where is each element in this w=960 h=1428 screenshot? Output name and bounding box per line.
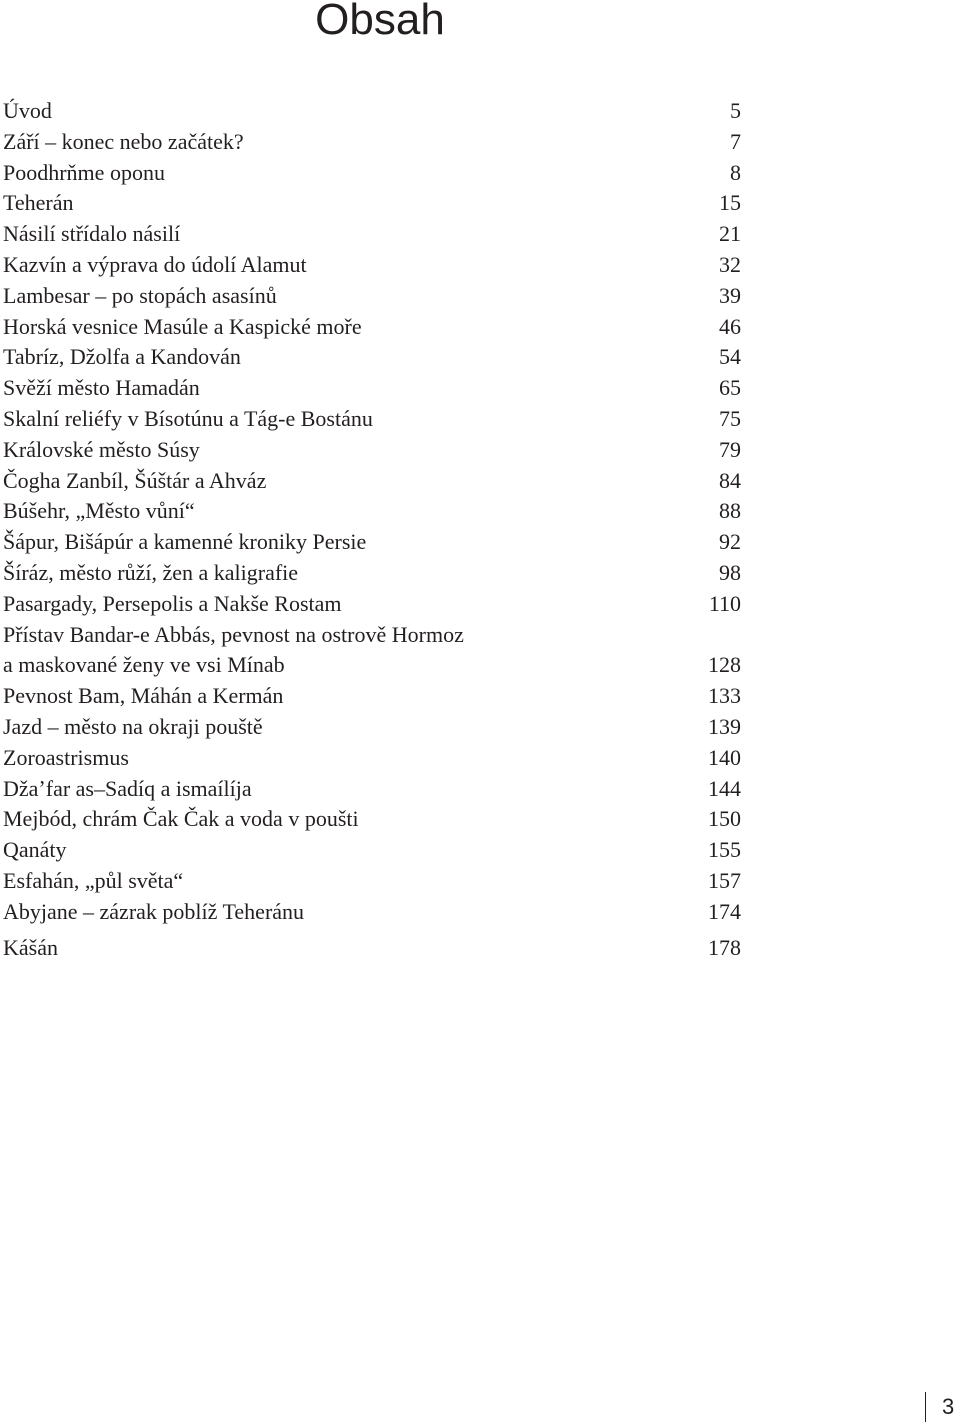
toc-entry-title: Přístav Bandar-e Abbás, pevnost na ostrově Hormoz: [3, 621, 464, 647]
toc-entry-page: 110: [708, 590, 741, 616]
toc-entry: [3, 158, 741, 189]
toc-entry-title: Horská vesnice Masúle a Kaspické moře: [3, 313, 362, 339]
toc-entry-page: 140: [708, 744, 741, 770]
toc-entry-title: Búšehr, „Město vůní“: [3, 498, 195, 524]
toc-entry-title: Úvod: [3, 98, 52, 123]
toc-entry: [3, 620, 741, 651]
toc-entry: [3, 281, 741, 312]
toc-entry-title: Září – konec nebo začátek?: [3, 128, 244, 154]
toc-entry-title: Pasargady, Persepolis a Nakše Rostam: [3, 590, 342, 616]
page-title: Obsah: [315, 0, 445, 44]
toc-entry-page: 133: [708, 683, 741, 709]
toc-entry-title: Zoroastrismus: [3, 744, 129, 770]
toc-entry-page: 5: [730, 98, 741, 123]
toc-entry: [3, 127, 741, 158]
page-number-rule: [925, 1392, 926, 1422]
toc-entry-page: 98: [719, 559, 741, 585]
toc-entry-title: Kášán: [3, 934, 58, 960]
toc-entry-page: 65: [719, 375, 741, 401]
toc-entry-page: 157: [708, 867, 741, 893]
toc-entry: [3, 496, 741, 527]
page-number-marker: [925, 1390, 960, 1424]
toc-entry-page: 39: [719, 282, 741, 308]
toc-entry: [3, 373, 741, 404]
toc-entry-page: 46: [719, 313, 741, 339]
toc-entry: [3, 219, 741, 250]
toc-entry-page: 88: [719, 498, 741, 524]
toc-entry-page: 21: [719, 221, 741, 247]
toc-entry-title: Čogha Zanbíl, Šúštár a Ahváz: [3, 467, 267, 493]
toc-entry-title: Skalní reliéfy v Bísotúnu a Tág-e Bostánu: [3, 405, 373, 431]
toc-entry: [3, 527, 741, 558]
toc-entry: [3, 589, 741, 620]
toc-entry-page: 7: [730, 128, 741, 154]
toc-entry: [3, 312, 741, 343]
toc-entry-title: Pevnost Bam, Máhán a Kermán: [3, 683, 284, 709]
toc-entry-title: Šápur, Bišápúr a kamenné kroniky Persie: [3, 529, 367, 555]
toc-entry: [3, 188, 741, 219]
toc-entry-page: 178: [708, 934, 741, 960]
toc-entry-page: 8: [730, 159, 741, 185]
toc-entry-page: 144: [708, 775, 741, 801]
toc-entry-page: 139: [708, 713, 741, 739]
toc-entry-title: Jazd – město na okraji pouště: [3, 713, 263, 739]
page-number: 3: [942, 1394, 955, 1419]
toc-entry: [3, 866, 741, 897]
toc-entry-title: Lambesar – po stopách asasínů: [3, 282, 277, 308]
toc-entry-title: Abyjane – zázrak poblíž Teheránu: [3, 898, 305, 924]
toc-entry-page: 15: [719, 190, 741, 216]
toc-entry: [3, 96, 741, 127]
toc-entry-page: 75: [719, 405, 741, 431]
toc-entry: [3, 681, 741, 712]
toc-entry-page: 32: [719, 251, 741, 277]
toc-entry-page: 174: [708, 898, 741, 924]
toc-entry-title: Mejbód, chrám Čak Čak a voda v poušti: [3, 806, 359, 832]
toc-entry-page: 54: [719, 344, 741, 370]
toc-entry: [3, 835, 741, 866]
toc-entry: [3, 933, 741, 964]
toc-entry: [3, 404, 741, 435]
table-of-contents: [3, 96, 741, 963]
toc-entry: [3, 650, 741, 681]
toc-entry-page: 84: [719, 467, 741, 493]
toc-entry: [3, 250, 741, 281]
toc-entry-title: Šíráz, město růží, žen a kaligrafie: [3, 559, 299, 585]
toc-entry-title: Královské město Súsy: [3, 436, 200, 462]
toc-entry-page: 79: [719, 436, 741, 462]
toc-entry-title: Tabríz, Džolfa a Kandován: [3, 344, 241, 370]
toc-entry-title: a maskované ženy ve vsi Mínab: [3, 652, 285, 678]
toc-entry: [3, 558, 741, 589]
toc-entry: [3, 466, 741, 497]
toc-entry-title: Svěží město Hamadán: [3, 375, 200, 401]
toc-entry-title: Qanáty: [3, 837, 67, 863]
toc-entry-title: Poodhrňme oponu: [3, 159, 165, 185]
toc-entry-title: Kazvín a výprava do údolí Alamut: [3, 251, 307, 277]
toc-entry: [3, 804, 741, 835]
toc-entry-page: 150: [708, 806, 741, 832]
toc-entry-title: Násilí střídalo násilí: [3, 221, 181, 247]
toc-entry: [3, 342, 741, 373]
toc-entry-title: Teherán: [3, 190, 74, 216]
toc-entry-page: 92: [719, 529, 741, 555]
toc-entry-page: 128: [708, 652, 741, 678]
toc-entry-title: Džaʼfar as–Sadíq a ismaílíja: [3, 775, 252, 801]
toc-entry: [3, 743, 741, 774]
toc-entry: [3, 712, 741, 743]
toc-entry: [3, 435, 741, 466]
toc-entry: [3, 774, 741, 805]
toc-entry-title: Esfahán, „půl světa“: [3, 867, 184, 893]
toc-entry: [3, 897, 741, 928]
toc-entry-page: 155: [708, 837, 741, 863]
